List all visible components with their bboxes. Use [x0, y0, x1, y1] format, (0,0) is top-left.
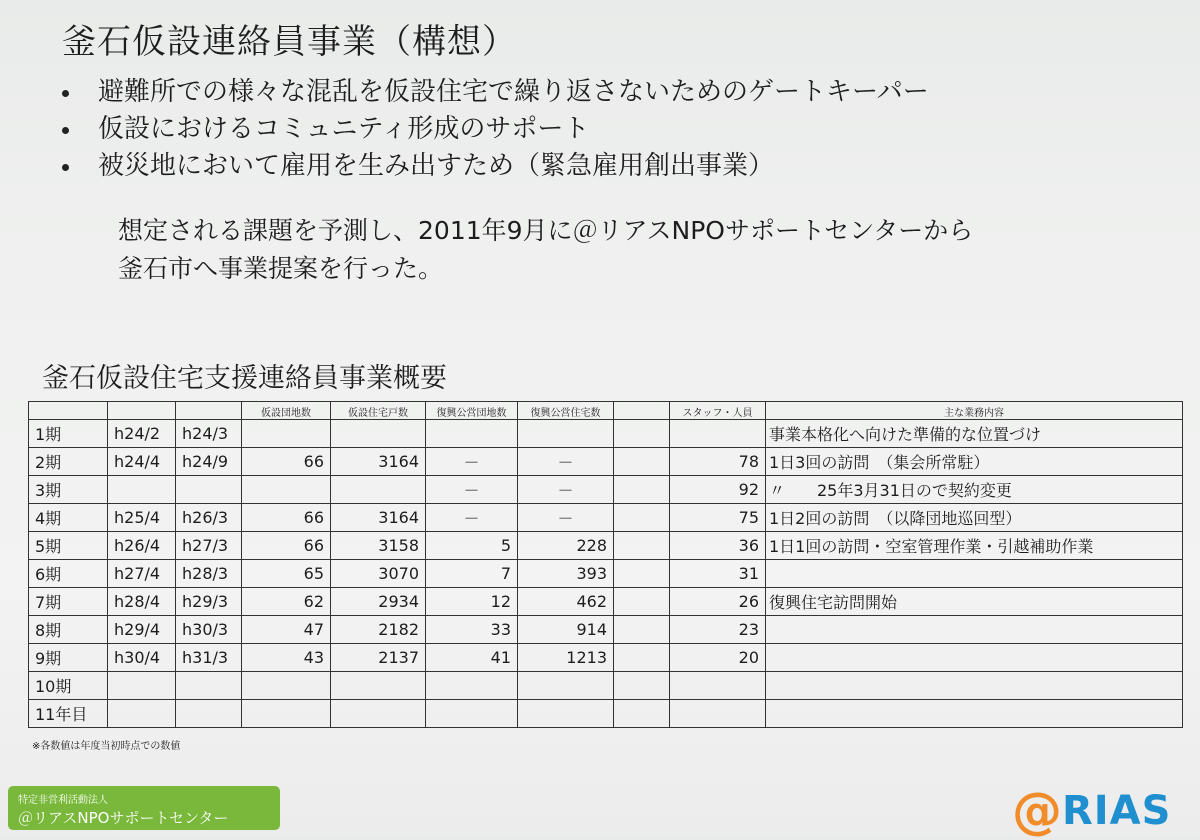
- table-footnote: ※各数値は年度当初時点での数値: [32, 741, 181, 752]
- proposal-note: [118, 212, 973, 288]
- table-row: [29, 420, 1183, 448]
- start-cell: [108, 700, 176, 728]
- temp-units-cell: 2934: [331, 588, 426, 616]
- start-cell: h24/2: [108, 420, 176, 448]
- temp-complex-cell: 66: [242, 532, 331, 560]
- public-units-cell: [518, 420, 614, 448]
- task-cell: 復興住宅訪問開始: [766, 588, 1183, 616]
- temp-units-cell: [331, 420, 426, 448]
- blank-cell: [614, 532, 670, 560]
- summary-table: [28, 401, 1183, 728]
- table-row: [29, 672, 1183, 700]
- end-cell: [176, 672, 242, 700]
- task-cell: [766, 560, 1183, 588]
- task-cell: 1日1回の訪問・空室管理作業・引越補助作業: [766, 532, 1183, 560]
- blank-cell: [614, 448, 670, 476]
- end-cell: h27/3: [176, 532, 242, 560]
- public-units-cell: －: [518, 476, 614, 504]
- page-title: 釜石仮設連絡員事業（構想）: [62, 22, 517, 62]
- staff-cell: 92: [670, 476, 766, 504]
- table-title: 釜石仮設住宅支援連絡員事業概要: [42, 363, 447, 394]
- header-cell: 仮設住宅戸数: [331, 402, 426, 420]
- period-cell: 1期: [29, 420, 108, 448]
- blank-cell: [614, 616, 670, 644]
- start-cell: h28/4: [108, 588, 176, 616]
- period-cell: 11年目: [29, 700, 108, 728]
- temp-units-cell: 2182: [331, 616, 426, 644]
- header-cell: 復興公営住宅数: [518, 402, 614, 420]
- proposal-note-line: 釜石市へ事業提案を行った。: [118, 254, 444, 283]
- public-complex-cell: 12: [426, 588, 518, 616]
- blank-cell: [614, 420, 670, 448]
- public-units-cell: －: [518, 448, 614, 476]
- staff-cell: 20: [670, 644, 766, 672]
- period-cell: 3期: [29, 476, 108, 504]
- bullet-item: 避難所での様々な混乱を仮設住宅で繰り返さないためのゲートキーパー: [62, 74, 929, 111]
- public-complex-cell: 33: [426, 616, 518, 644]
- table-row: [29, 448, 1183, 476]
- temp-units-cell: 3164: [331, 504, 426, 532]
- temp-units-cell: 3164: [331, 448, 426, 476]
- end-cell: h29/3: [176, 588, 242, 616]
- task-cell: [766, 616, 1183, 644]
- blank-cell: [614, 672, 670, 700]
- header-cell: [29, 402, 108, 420]
- blank-cell: [614, 476, 670, 504]
- temp-units-cell: 2137: [331, 644, 426, 672]
- temp-complex-cell: [242, 672, 331, 700]
- public-units-cell: 1213: [518, 644, 614, 672]
- blank-cell: [614, 504, 670, 532]
- public-units-cell: 228: [518, 532, 614, 560]
- staff-cell: 23: [670, 616, 766, 644]
- period-cell: 8期: [29, 616, 108, 644]
- header-cell: [614, 402, 670, 420]
- header-cell: 仮設団地数: [242, 402, 331, 420]
- staff-cell: 78: [670, 448, 766, 476]
- public-complex-cell: [426, 700, 518, 728]
- bullet-list: [62, 74, 929, 185]
- period-cell: 5期: [29, 532, 108, 560]
- end-cell: [176, 476, 242, 504]
- end-cell: h28/3: [176, 560, 242, 588]
- blank-cell: [614, 700, 670, 728]
- blank-cell: [614, 644, 670, 672]
- task-cell: [766, 700, 1183, 728]
- period-cell: 7期: [29, 588, 108, 616]
- end-cell: h26/3: [176, 504, 242, 532]
- task-cell: 〃 25年3月31日ので契約変更: [766, 476, 1183, 504]
- table-header-row: [29, 402, 1183, 420]
- logo-at-mark: @: [1012, 782, 1062, 840]
- temp-complex-cell: [242, 700, 331, 728]
- start-cell: [108, 476, 176, 504]
- start-cell: h30/4: [108, 644, 176, 672]
- bullet-item: 被災地において雇用を生み出すため（緊急雇用創出事業）: [62, 148, 929, 185]
- table-row: [29, 532, 1183, 560]
- staff-cell: 36: [670, 532, 766, 560]
- temp-units-cell: [331, 476, 426, 504]
- public-complex-cell: 5: [426, 532, 518, 560]
- header-cell: [108, 402, 176, 420]
- temp-complex-cell: 43: [242, 644, 331, 672]
- staff-cell: 31: [670, 560, 766, 588]
- task-cell: 1日3回の訪問 （集会所常駐）: [766, 448, 1183, 476]
- temp-complex-cell: 65: [242, 560, 331, 588]
- header-cell: [176, 402, 242, 420]
- task-cell: 事業本格化へ向けた準備的な位置づけ: [766, 420, 1183, 448]
- proposal-note-line: 想定される課題を予測し、2011年9月に＠リアスNPOサポートセンターから: [118, 216, 974, 245]
- end-cell: h24/9: [176, 448, 242, 476]
- task-cell: 1日2回の訪問 （以降団地巡回型）: [766, 504, 1183, 532]
- temp-units-cell: [331, 672, 426, 700]
- start-cell: h24/4: [108, 448, 176, 476]
- staff-cell: [670, 420, 766, 448]
- period-cell: 6期: [29, 560, 108, 588]
- temp-complex-cell: 47: [242, 616, 331, 644]
- temp-complex-cell: [242, 420, 331, 448]
- table-row: [29, 560, 1183, 588]
- period-cell: 9期: [29, 644, 108, 672]
- public-units-cell: 462: [518, 588, 614, 616]
- org-type: 特定非営利活動法人: [18, 795, 108, 806]
- end-cell: h30/3: [176, 616, 242, 644]
- task-cell: [766, 672, 1183, 700]
- task-cell: [766, 644, 1183, 672]
- public-units-cell: [518, 700, 614, 728]
- public-complex-cell: [426, 672, 518, 700]
- bullet-item: 仮設におけるコミュニティ形成のサポート: [62, 111, 929, 148]
- temp-complex-cell: [242, 476, 331, 504]
- org-name: ＠リアスNPOサポートセンター: [18, 809, 229, 827]
- public-units-cell: 393: [518, 560, 614, 588]
- staff-cell: 26: [670, 588, 766, 616]
- temp-units-cell: [331, 700, 426, 728]
- header-cell: 復興公営団地数: [426, 402, 518, 420]
- public-complex-cell: －: [426, 448, 518, 476]
- rias-logo: [1012, 782, 1192, 840]
- blank-cell: [614, 588, 670, 616]
- start-cell: [108, 672, 176, 700]
- public-complex-cell: 7: [426, 560, 518, 588]
- period-cell: 4期: [29, 504, 108, 532]
- start-cell: h26/4: [108, 532, 176, 560]
- temp-complex-cell: 62: [242, 588, 331, 616]
- start-cell: h29/4: [108, 616, 176, 644]
- public-units-cell: [518, 672, 614, 700]
- end-cell: [176, 700, 242, 728]
- public-units-cell: －: [518, 504, 614, 532]
- table-row: [29, 504, 1183, 532]
- staff-cell: [670, 672, 766, 700]
- public-complex-cell: －: [426, 476, 518, 504]
- temp-complex-cell: 66: [242, 504, 331, 532]
- temp-complex-cell: 66: [242, 448, 331, 476]
- blank-cell: [614, 560, 670, 588]
- table-row: [29, 616, 1183, 644]
- period-cell: 2期: [29, 448, 108, 476]
- end-cell: h31/3: [176, 644, 242, 672]
- start-cell: h25/4: [108, 504, 176, 532]
- table-row: [29, 476, 1183, 504]
- table-row: [29, 700, 1183, 728]
- header-cell: 主な業務内容: [766, 402, 1183, 420]
- public-complex-cell: [426, 420, 518, 448]
- public-complex-cell: －: [426, 504, 518, 532]
- temp-units-cell: 3158: [331, 532, 426, 560]
- start-cell: h27/4: [108, 560, 176, 588]
- period-cell: 10期: [29, 672, 108, 700]
- staff-cell: [670, 700, 766, 728]
- public-units-cell: 914: [518, 616, 614, 644]
- table-row: [29, 644, 1183, 672]
- temp-units-cell: 3070: [331, 560, 426, 588]
- table-row: [29, 588, 1183, 616]
- org-badge: [8, 786, 280, 830]
- end-cell: h24/3: [176, 420, 242, 448]
- logo-name: RIAS: [1062, 788, 1172, 834]
- public-complex-cell: 41: [426, 644, 518, 672]
- staff-cell: 75: [670, 504, 766, 532]
- header-cell: スタッフ・人員: [670, 402, 766, 420]
